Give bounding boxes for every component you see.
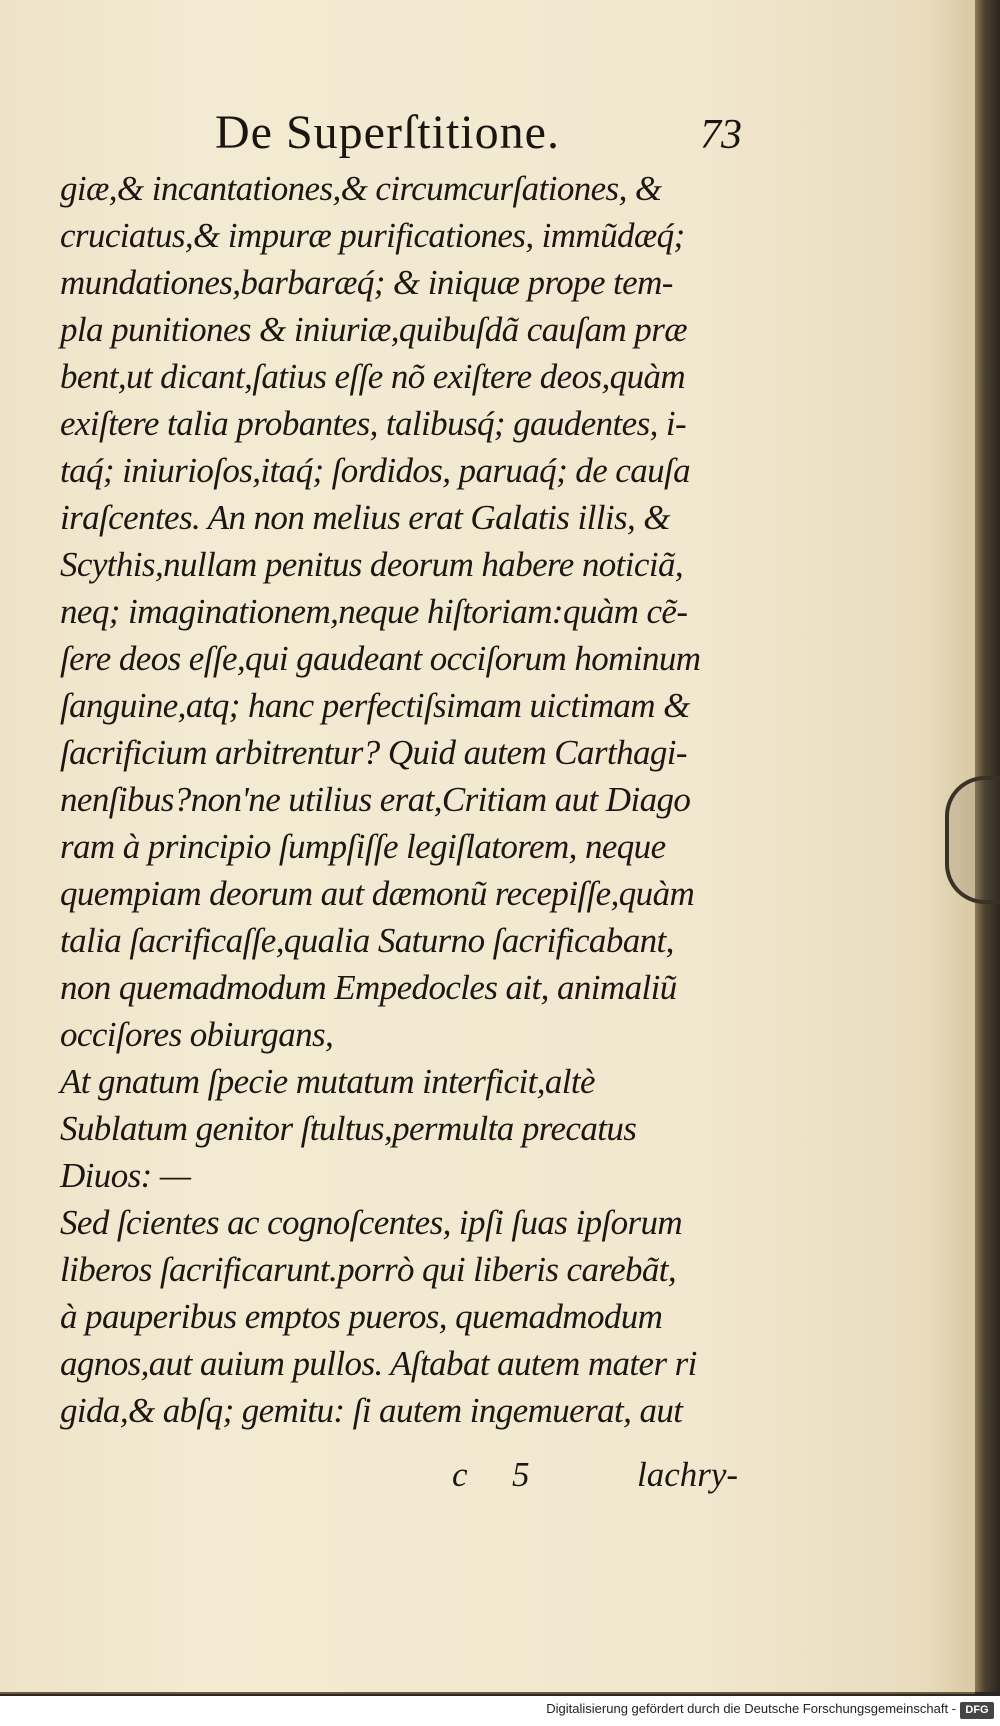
catchline bbox=[0, 1455, 975, 1505]
text-line: giæ,& incantationes,& circumcurſationes, & bbox=[60, 169, 662, 208]
page-title: De Superſtitione. bbox=[215, 106, 560, 159]
text-line: taq́; iniurioſos,itaq́; ſordidos, paruaq́; de cauſa bbox=[60, 451, 691, 490]
verse-line: Sublatum genitor ſtultus,permulta precatus bbox=[60, 1109, 637, 1148]
text-line: neq; imaginationem,neque hiſtoriam:quàm cẽ- bbox=[60, 592, 688, 631]
text-line: agnos,aut auium pullos. Aſtabat autem mater ri bbox=[60, 1344, 697, 1383]
verse-line: Diuos: — bbox=[60, 1156, 191, 1195]
digitization-footer bbox=[0, 1696, 1000, 1726]
text-line: nenſibus?non'ne utilius erat,Critiam aut Diago bbox=[60, 780, 691, 819]
text-line: cruciatus,& impuræ purificationes, immũdæq́; bbox=[60, 216, 685, 255]
text-line: gida,& abſq; gemitu: ſi autem ingemuerat, aut bbox=[60, 1391, 683, 1430]
text-line: exiſtere talia probantes, talibusq́; gaudentes, i- bbox=[60, 404, 687, 443]
signature-number: 5 bbox=[512, 1455, 530, 1494]
clip-bookmark bbox=[945, 776, 1000, 904]
text-line: iraſcentes. An non melius erat Galatis illis, & bbox=[60, 498, 670, 537]
text-line: occiſores obiurgans, bbox=[60, 1015, 334, 1054]
funding-credit: Digitalisierung gefördert durch die Deutsche Forschungsgemeinschaft - bbox=[546, 1701, 956, 1716]
text-line: mundationes,barbaræq́; & iniquæ prope tem- bbox=[60, 263, 673, 302]
verse-line: At gnatum ſpecie mutatum interficit,altè bbox=[60, 1062, 595, 1101]
text-line: quempiam deorum aut dæmonũ recepiſſe,quàm bbox=[60, 874, 695, 913]
text-line: Scythis,nullam penitus deorum habere noticiã, bbox=[60, 545, 683, 584]
text-line: Sed ſcientes ac cognoſcentes, ipſi ſuas ipſorum bbox=[60, 1203, 683, 1242]
text-block bbox=[60, 165, 760, 1434]
text-line: ram à principio ſumpſiſſe legiſlatorem, neque bbox=[60, 827, 666, 866]
text-line: liberos ſacrificarunt.porrò qui liberis carebãt, bbox=[60, 1250, 677, 1289]
text-line: à pauperibus emptos pueros, quemadmodum bbox=[60, 1297, 663, 1336]
dfg-logo: DFG bbox=[960, 1702, 994, 1719]
text-line: non quemadmodum Empedocles ait, animaliũ bbox=[60, 968, 677, 1007]
text-line: ſacrificium arbitrentur? Quid autem Carthagi- bbox=[60, 733, 687, 772]
text-line: talia ſacrificaſſe,qualia Saturno ſacrificabant, bbox=[60, 921, 674, 960]
signature-mark: c bbox=[452, 1455, 468, 1494]
catchword: lachry- bbox=[637, 1455, 739, 1494]
text-line: pla punitiones & iniuriæ,quibuſdã cauſam præ bbox=[60, 310, 687, 349]
text-line: ſanguine,atq; hanc perfectiſsimam uictimam & bbox=[60, 686, 690, 725]
text-line: ſere deos eſſe,qui gaudeant occiſorum hominum bbox=[60, 639, 701, 678]
running-head bbox=[0, 105, 975, 165]
text-line: bent,ut dicant,ſatius eſſe nõ exiſtere deos,quàm bbox=[60, 357, 686, 396]
page-number: 73 bbox=[700, 112, 742, 158]
